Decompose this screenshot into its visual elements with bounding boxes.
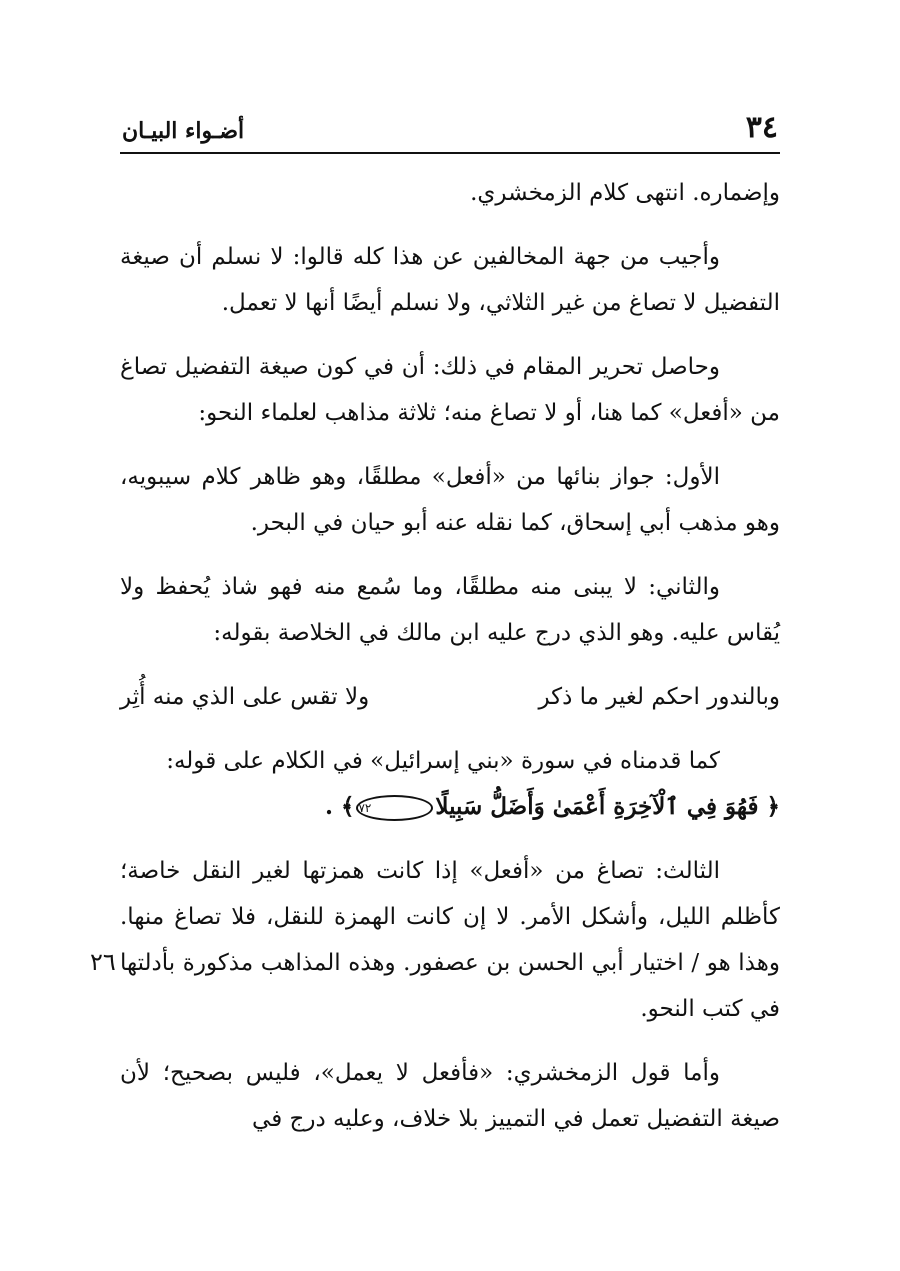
page-number: ٣٤ xyxy=(745,110,778,145)
verse-number-ornament: ٧٢ xyxy=(356,795,433,821)
verse-first-hemistich: وبالندور احكم لغير ما ذكر xyxy=(538,684,780,710)
paragraph-5: والثاني: لا يبنى منه مطلقًا، وما سُمع منه فهو شاذ يُحفظ ولا يُقاس عليه. وهو الذي درج عليه ابن مالك في الخلاصة بقوله: xyxy=(120,574,780,646)
margin-page-reference: ٢٦ xyxy=(90,948,116,976)
paragraph-3: وحاصل تحرير المقام في ذلك: أن في كون صيغة التفضيل تصاغ من «أفعل» كما هنا، أو لا تصاغ منه؛ ثلاثة مذاهب لعلماء النحو: xyxy=(120,354,780,426)
poetry-verse xyxy=(120,674,780,720)
quran-text: ﴿ فَهُوَ فِي ٱلْآخِرَةِ أَعْمَىٰ وَأَضَلُّ سَبِيلًا xyxy=(435,793,780,820)
paragraph-4: الأول: جواز بنائها من «أفعل» مطلقًا، وهو ظاهر كلام سيبويه، وهو مذهب أبي إسحاق، كما نقله عنه أبو حيان في البحر. xyxy=(120,464,780,536)
book-title: أضـواء البيـان xyxy=(122,118,245,144)
page-body xyxy=(120,170,780,1160)
quran-citation xyxy=(325,793,780,820)
paragraph-7: الثالث: تصاغ من «أفعل» إذا كانت همزتها لغير النقل خاصة؛ كأظلم الليل، وأشكل الأمر. لا إن كانت الهمزة للنقل، فلا تصاغ منها. وهذا هو / اختيار أبي الحسن بن عصفور. وهذه المذاهب مذكورة بأدلتها في كتب النحو. xyxy=(120,858,780,1022)
paragraph-6-intro: كما قدمناه في سورة «بني إسرائيل» في الكلام على قوله: xyxy=(166,748,720,774)
quran-closing: ﴾ . xyxy=(324,793,355,820)
paragraph-8: وأما قول الزمخشري: «فأفعل لا يعمل»، فليس بصحيح؛ لأن صيغة التفضيل تعمل في التمييز بلا خلاف، وعليه درج في xyxy=(120,1060,780,1132)
page-header xyxy=(120,106,780,154)
paragraph-6 xyxy=(120,738,780,830)
paragraph-1: وإضماره. انتهى كلام الزمخشري. xyxy=(470,180,780,206)
paragraph-2: وأجيب من جهة المخالفين عن هذا كله قالوا: لا نسلم أن صيغة التفضيل لا تصاغ من غير الثلاثي، ولا نسلم أيضًا أنها لا تعمل. xyxy=(120,244,780,316)
verse-second-hemistich: ولا تقس على الذي منه أُثِر xyxy=(120,684,370,710)
